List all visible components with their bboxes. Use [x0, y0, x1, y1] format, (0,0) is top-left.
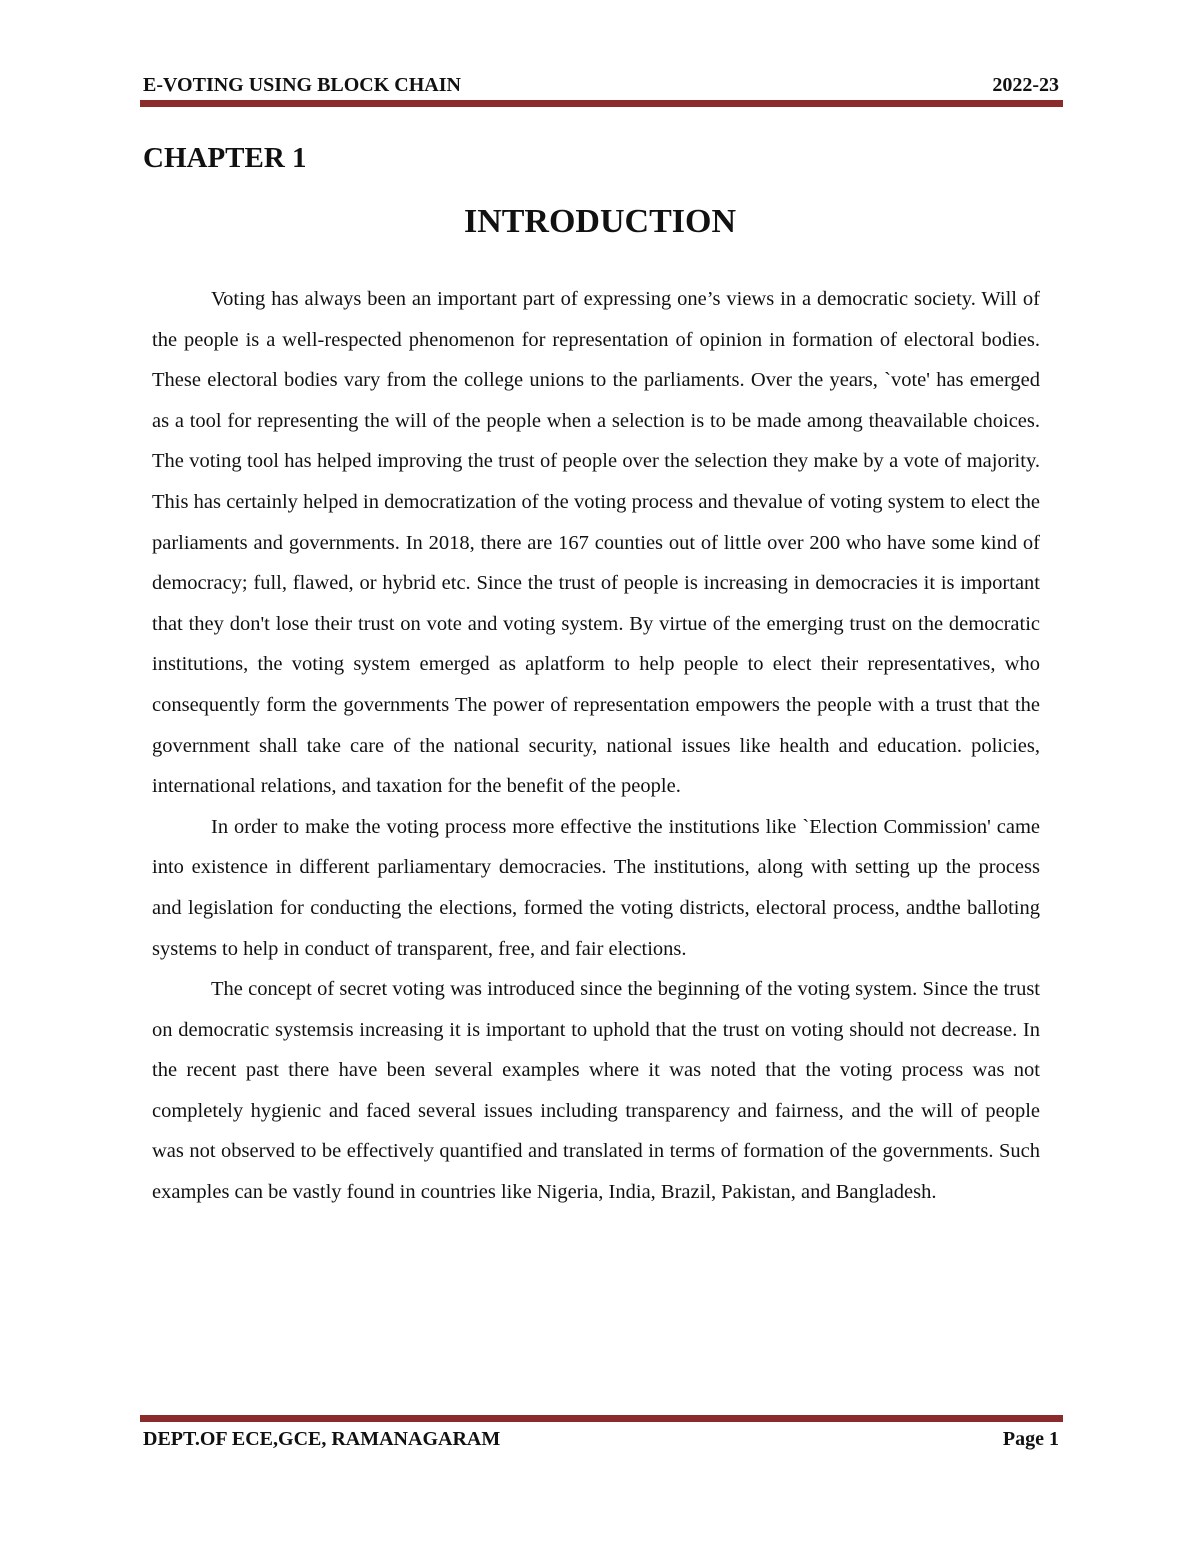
chapter-title: INTRODUCTION	[463, 203, 737, 240]
body-text	[152, 279, 1040, 1213]
paragraph-3: The concept of secret voting was introduced since the beginning of the voting system. Since the trust on democratic systemsis increasing it is important to uphold that the trust on voting should not decrease. In the recent past there have been several examples where it was noted that the voting process was not completely hygienic and faced several issues including transparency and fairness, and the will of people was not observed to be effectively quantified and translated in terms of formation of the governments. Such examples can be vastly found in countries like Nigeria, India, Brazil, Pakistan, and Bangladesh.	[152, 978, 1040, 1204]
paragraph-2: In order to make the voting process more effective the institutions like `Election Commission' came into existence in different parliamentary democracies. The institutions, along with setting up the process and legislation for conducting the elections, formed the voting districts, electoral process, andthe balloting systems to help in conduct of transparent, free, and fair elections.	[152, 815, 1040, 960]
header-rule	[140, 100, 1063, 107]
chapter-label: CHAPTER 1	[143, 142, 307, 174]
paragraph-1: Voting has always been an important part of expressing one’s views in a democratic society. Will of the people is a well-respected phenomenon for representation of opinion in formation of electoral bodies. These electoral bodies vary from the college unions to the parliaments. Over the years, `vote' has emerged as a tool for representing the will of the people when a selection is to be made among theavailable choices. The voting tool has helped improving the trust of people over the selection they make by a vote of majority. This has certainly helped in democratization of the voting process and thevalue of voting system to elect the parliaments and governments. In 2018, there are 167 counties out of little over 200 who have some kind of democracy; full, flawed, or hybrid etc. Since the trust of people is increasing in democracies it is important that they don't lose their trust on vote and voting system. By virtue of the emerging trust on the democratic institutions, the voting system emerged as aplatform to help people to elect their representatives, who consequently form the governments The power of representation empowers the people with a trust that the government shall take care of the national security, national issues like health and education. policies, international relations, and taxation for the benefit of the people.	[152, 288, 1040, 798]
page-number: Page 1	[1002, 1428, 1059, 1450]
header-title: E-VOTING USING BLOCK CHAIN	[143, 74, 461, 96]
page-footer	[143, 1428, 1063, 1456]
page-header	[143, 72, 1063, 100]
footer-department: DEPT.OF ECE,GCE, RAMANAGARAM	[143, 1428, 501, 1450]
footer-rule	[140, 1415, 1063, 1422]
header-year: 2022-23	[992, 74, 1059, 96]
